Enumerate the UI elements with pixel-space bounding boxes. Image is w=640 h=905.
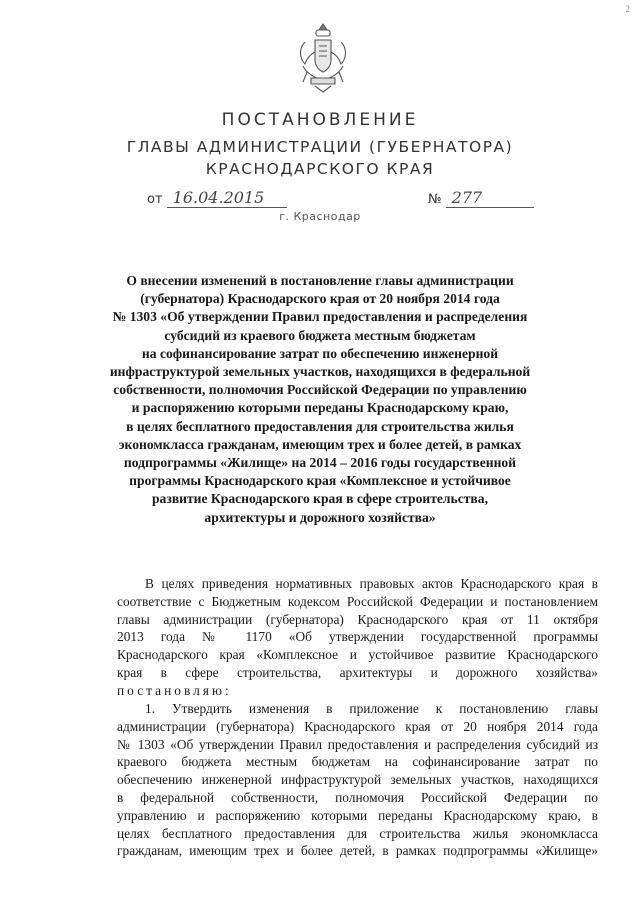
paragraph-line: обеспечению инженерной инфраструктурой земельных участков, находящихся: [117, 772, 598, 788]
paragraph-line: гражданам, имеющим трех и более детей, в рамках подпрограммы «Жилище»: [117, 843, 598, 859]
title-line: инфраструктурой земельных участков, находящихся в федеральной: [109, 364, 531, 380]
title-line: субсидий из краевого бюджета местным бюджетам: [164, 327, 476, 343]
paragraph-line: края в сфере строительства, архитектуры и дорожного хозяйства»: [117, 664, 598, 680]
title-line: архитектуры и дорожного хозяйства»: [204, 509, 436, 525]
date-prefix: от: [147, 192, 163, 207]
title-line: собственности, полномочия Российской Федерации по управлению: [113, 382, 527, 398]
date-field: [147, 188, 287, 208]
resolution-title: [100, 272, 540, 527]
paragraph-line: управлению и распоряжению которыми переданы Краснодарскому краю, в: [117, 807, 598, 823]
clause-1-paragraph: [117, 700, 598, 860]
number-prefix: №: [428, 192, 442, 207]
paragraph-line: № 1303 «Об утверждении Правил предоставления и распределения субсидий из: [117, 736, 598, 752]
title-line: подпрограммы «Жилище» на 2014 – 2016 годы государственной: [123, 455, 517, 471]
number-field: [428, 188, 534, 208]
preamble-paragraph: [117, 575, 598, 700]
title-line: на софинансирование затрат по обеспечению инженерной: [141, 345, 499, 361]
document-type-title: ПОСТАНОВЛЕНИЕ: [221, 110, 419, 130]
handwritten-number: 277: [446, 188, 534, 208]
title-line: в целях бесплатного предоставления для строительства жилья: [126, 418, 514, 434]
title-line: и распоряжению которыми переданы Краснодарскому краю,: [131, 400, 509, 416]
paragraph-line: Краснодарского края «Комплексное и устойчивое развитие Краснодарского: [117, 647, 598, 663]
region-line: КРАСНОДАРСКОГО КРАЯ: [205, 160, 435, 178]
paragraph-line: соответствие с Бюджетным кодексом Российской Федерации и постановлением: [117, 593, 598, 609]
paragraph-line: В целях приведения нормативных правовых актов Краснодарского края в: [145, 576, 598, 591]
title-line: (губернатора) Краснодарского края от 20 ноября 2014 года: [140, 291, 500, 307]
paragraph-line: главы администрации (губернатора) Краснодарского края от 11 октября: [117, 611, 598, 627]
title-line: программы Краснодарского края «Комплексное и устойчивое: [129, 473, 511, 489]
handwritten-date: 16.04.2015: [167, 188, 287, 208]
title-line: № 1303 «Об утверждении Правил предоставления и распределения: [112, 309, 528, 325]
paragraph-line: 2013 года № 1170 «Об утверждении государственной программы: [117, 629, 598, 645]
paragraph-line: целях бесплатного предоставления для строительства жилья экономкласса: [117, 825, 598, 841]
resolution-keyword: постановляю:: [117, 682, 232, 698]
paragraph-line: в федеральной собственности, полномочия Российской Федерации по: [117, 789, 598, 805]
title-line: развитие Краснодарского края в сфере строительства,: [152, 491, 488, 507]
issuer-line: ГЛАВЫ АДМИНИСТРАЦИИ (ГУБЕРНАТОРА): [126, 138, 514, 156]
title-line: О внесении изменений в постановление главы администрации: [126, 273, 514, 288]
city-label: г. Краснодар: [279, 210, 361, 223]
title-line: экономкласса гражданам, имеющим трех и более детей, в рамках: [118, 436, 522, 452]
paragraph-line: краевого бюджета местным бюджетам на софинансирование затрат по: [117, 754, 598, 770]
paragraph-line: администрации (губернатора) Краснодарского края от 20 ноября 2014 года: [117, 718, 598, 734]
paragraph-line: 1. Утвердить изменения в приложение к постановлению главы: [145, 701, 598, 716]
coat-of-arms-emblem: [297, 22, 349, 94]
page-number: 2: [625, 4, 630, 14]
